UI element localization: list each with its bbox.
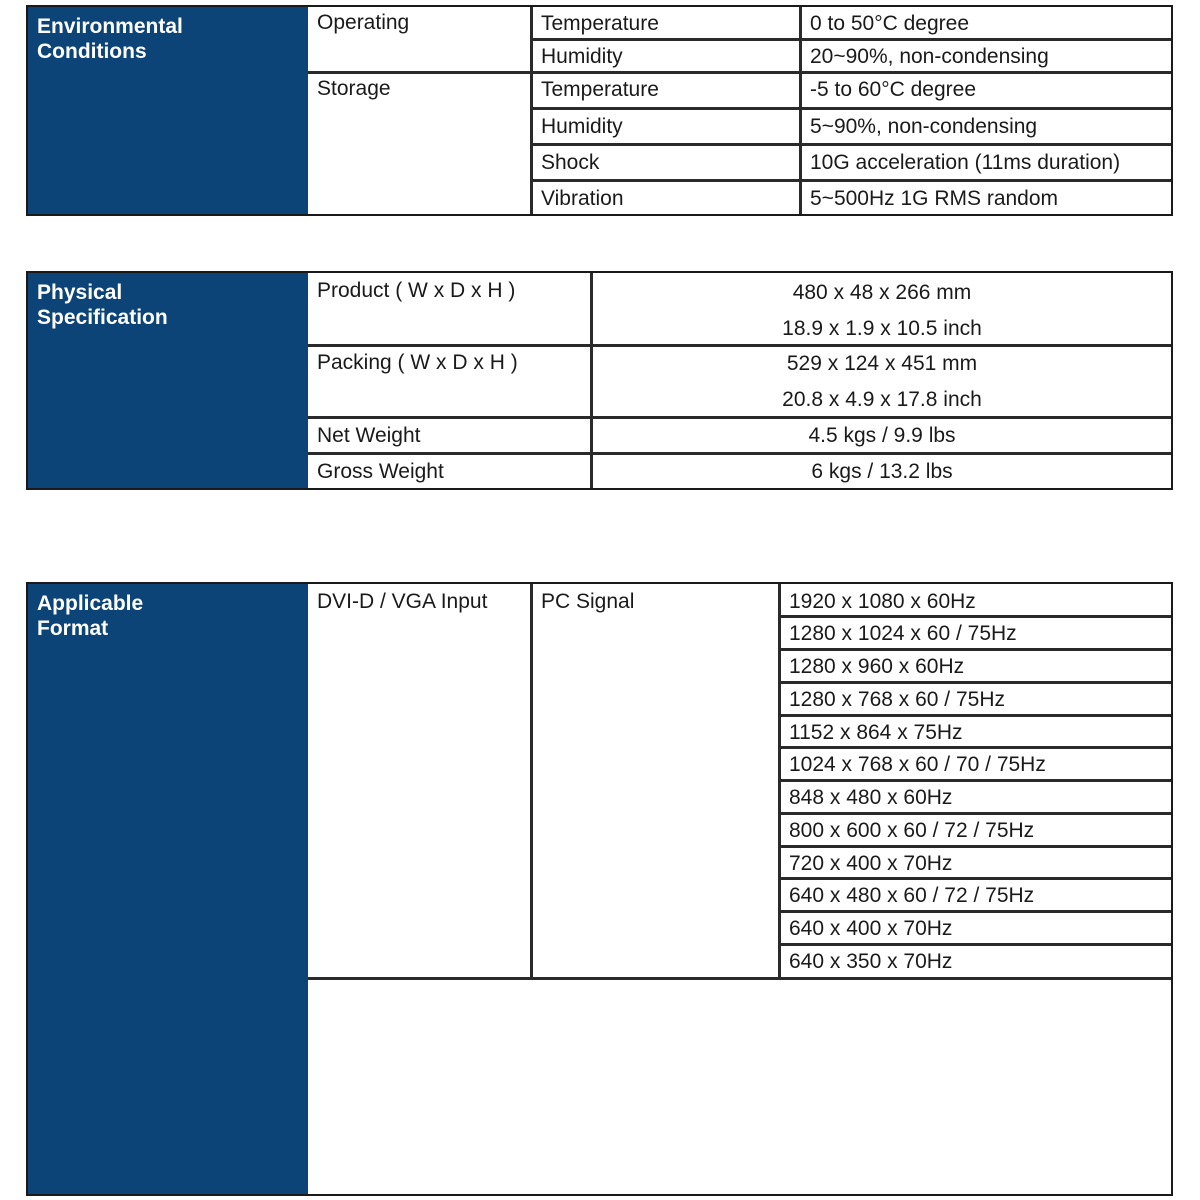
resolution-item: 1280 x 1024 x 60 / 75Hz bbox=[789, 622, 1017, 646]
operating-temperature-label: Temperature bbox=[541, 12, 659, 35]
column-divider bbox=[530, 584, 533, 978]
storage-humidity-value: 5~90%, non-condensing bbox=[810, 115, 1038, 138]
resolution-item: 1280 x 960 x 60Hz bbox=[789, 655, 965, 678]
row-divider bbox=[308, 452, 1171, 455]
operating-humidity-label: Humidity bbox=[541, 45, 623, 68]
gross-weight-label: Gross Weight bbox=[317, 460, 444, 483]
storage-humidity-label: Humidity bbox=[541, 115, 623, 138]
storage-label: Storage bbox=[317, 77, 391, 100]
row-divider bbox=[530, 179, 1171, 182]
operating-temperature-value: 0 to 50°C degree bbox=[810, 12, 970, 35]
resolution-item: 800 x 600 x 60 / 72 / 75Hz bbox=[789, 818, 1035, 842]
input-type-label: DVI-D / VGA Input bbox=[317, 590, 488, 613]
resolution-item: 1280 x 768 x 60 / 75Hz bbox=[789, 687, 1005, 711]
storage-temperature-value: -5 to 60°C degree bbox=[810, 78, 977, 101]
product-dimensions-mm: 480 x 48 x 266 mm bbox=[792, 281, 972, 304]
storage-vibration-label: Vibration bbox=[541, 187, 624, 210]
resolution-item: 640 x 400 x 70Hz bbox=[789, 917, 953, 940]
packing-dimensions-inch: 20.8 x 4.9 x 17.8 inch bbox=[782, 388, 982, 411]
environmental-header bbox=[28, 7, 308, 214]
resolution-item: 848 x 480 x 60Hz bbox=[789, 786, 953, 809]
storage-shock-value: 10G acceleration (11ms duration) bbox=[810, 151, 1121, 174]
packing-dimensions-label: Packing ( W x D x H ) bbox=[317, 351, 518, 374]
storage-temperature-label: Temperature bbox=[541, 78, 659, 101]
environmental-header-line-1: Environmental bbox=[37, 15, 183, 38]
resolution-item: 720 x 400 x 70Hz bbox=[789, 851, 953, 875]
resolution-item: 1024 x 768 x 60 / 70 / 75Hz bbox=[789, 753, 1046, 777]
product-dimensions-label: Product ( W x D x H ) bbox=[317, 279, 516, 302]
row-divider bbox=[530, 107, 1171, 110]
physical-header bbox=[28, 273, 308, 488]
resolution-item: 640 x 480 x 60 / 72 / 75Hz bbox=[789, 884, 1035, 908]
physical-header-line-2: Specification bbox=[37, 306, 168, 329]
environmental-conditions-table bbox=[26, 5, 1173, 216]
signal-type-label: PC Signal bbox=[541, 590, 635, 613]
net-weight-label: Net Weight bbox=[317, 424, 421, 447]
storage-shock-label: Shock bbox=[541, 151, 600, 174]
physical-header-line-1: Physical bbox=[37, 281, 123, 304]
resolution-item: 1152 x 864 x 75Hz bbox=[789, 720, 963, 744]
applicable-format-table bbox=[26, 582, 1173, 1196]
storage-vibration-value: 5~500Hz 1G RMS random bbox=[810, 187, 1059, 210]
resolution-item: 1920 x 1080 x 60Hz bbox=[789, 589, 976, 613]
format-header-line-1: Applicable bbox=[37, 592, 144, 615]
gross-weight-value: 6 kgs / 13.2 lbs bbox=[811, 460, 953, 483]
operating-humidity-value: 20~90%, non-condensing bbox=[810, 45, 1049, 68]
net-weight-value: 4.5 kgs / 9.9 lbs bbox=[808, 424, 956, 447]
product-dimensions-inch: 18.9 x 1.9 x 10.5 inch bbox=[782, 317, 982, 340]
physical-specification-table bbox=[26, 271, 1173, 490]
resolution-item: 640 x 350 x 70Hz bbox=[789, 949, 953, 973]
operating-label: Operating bbox=[317, 11, 410, 34]
packing-dimensions-mm: 529 x 124 x 451 mm bbox=[786, 352, 978, 375]
row-divider bbox=[308, 977, 1171, 980]
environmental-header-line-2: Conditions bbox=[37, 40, 147, 63]
row-divider bbox=[308, 416, 1171, 419]
format-header bbox=[28, 584, 308, 1194]
row-divider bbox=[530, 143, 1171, 146]
format-header-line-2: Format bbox=[37, 617, 109, 640]
